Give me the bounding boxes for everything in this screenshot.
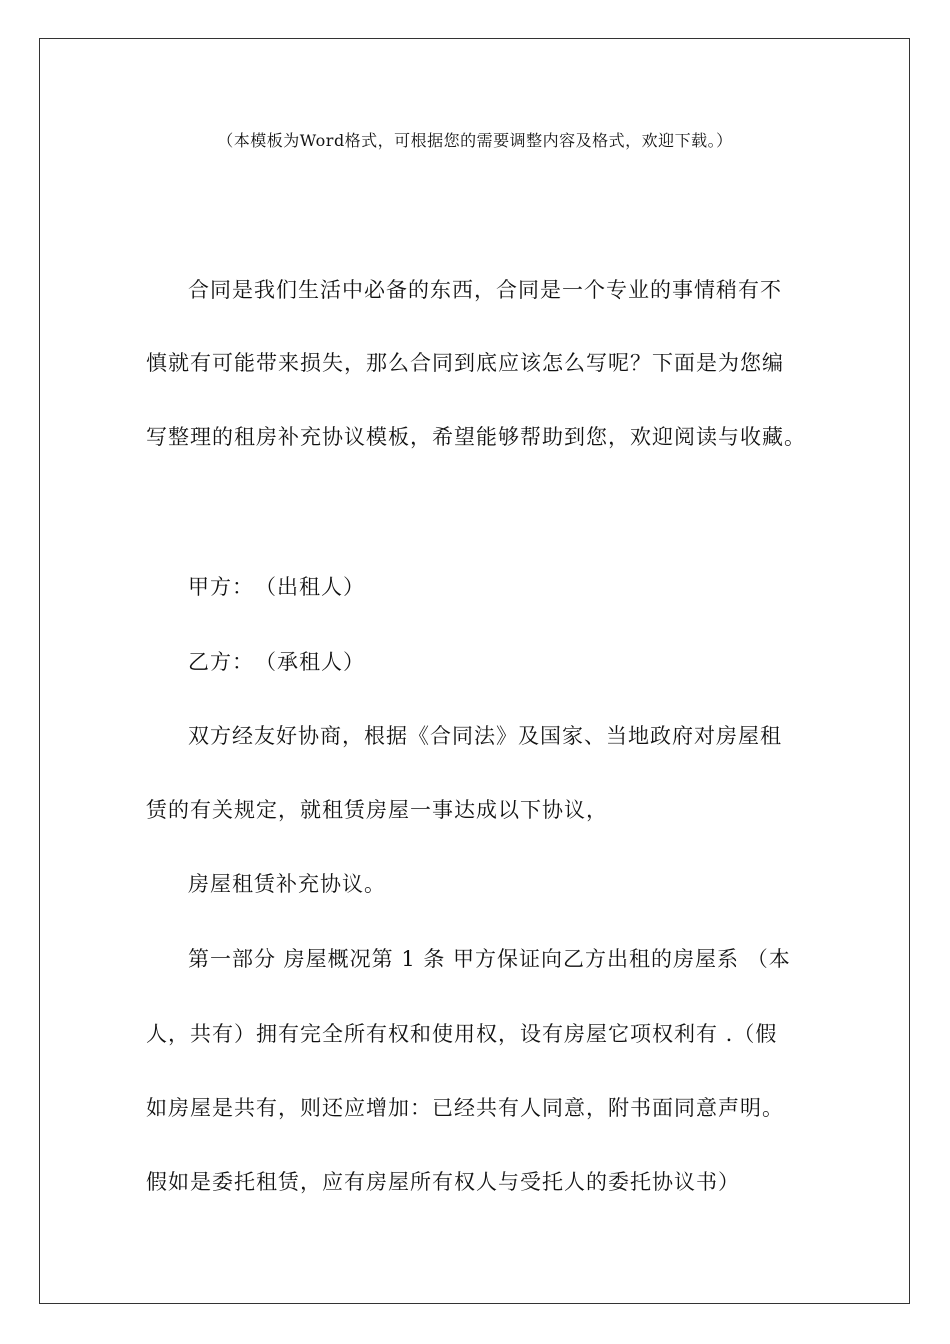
party-a-line: 甲方： （出租人） [188,575,365,599]
part-one-line-2: 人，共有）拥有完全所有权和使用权，设有房屋它项权利有 .（假 [146,1022,778,1046]
agreement-title-line: 房屋租赁补充协议。 [188,872,386,896]
party-b-line: 乙方： （承租人） [188,650,365,674]
part-one-line-4: 假如是委托租赁，应有房屋所有权人与受托人的委托协议书） [146,1170,740,1194]
agreement-line-1: 双方经友好协商，根据《合同法》及国家、当地政府对房屋租 [188,724,782,748]
intro-line-1: 合同是我们生活中必备的东西，合同是一个专业的事情稍有不 [188,278,782,302]
intro-line-3: 写整理的租房补充协议模板，希望能够帮助到您，欢迎阅读与收藏。 [146,425,806,449]
part-one-line-1: 第一部分 房屋概况第 1 条 甲方保证向乙方出租的房屋系 （本 [188,947,791,971]
part-one-line-3: 如房屋是共有，则还应增加：已经共有人同意，附书面同意声明。 [146,1096,784,1120]
template-note: （本模板为Word格式，可根据您的需要调整内容及格式，欢迎下载。） [217,131,733,150]
agreement-line-2: 赁的有关规定，就租赁房屋一事达成以下协议， [146,798,608,822]
intro-line-2: 慎就有可能带来损失，那么合同到底应该怎么写呢？下面是为您编 [146,351,784,375]
